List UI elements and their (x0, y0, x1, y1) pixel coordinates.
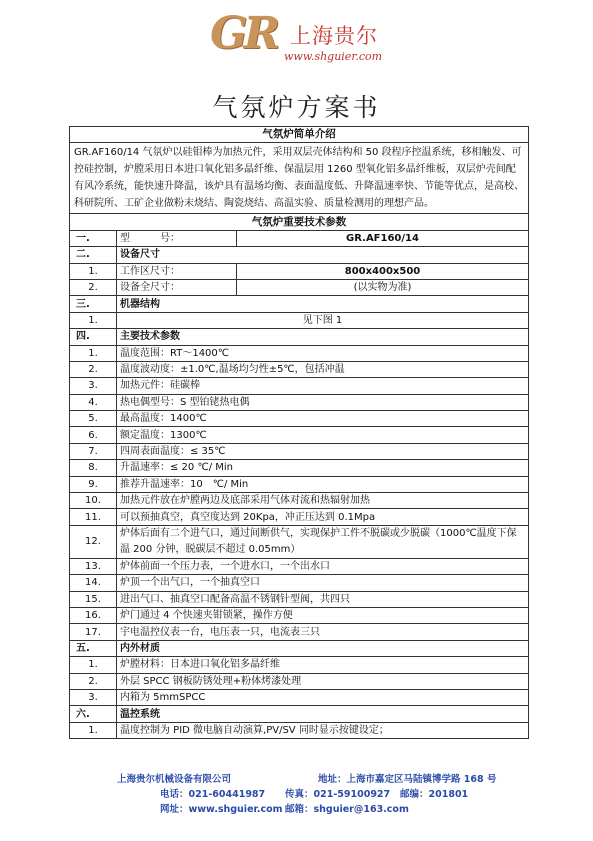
size-value: 800x400x500 (237, 263, 529, 279)
spec-row (70, 361, 529, 377)
size-row (70, 279, 529, 295)
section-number: 六. (70, 706, 117, 722)
row-number: 1. (70, 263, 117, 279)
size-label: 工作区尺寸： (117, 263, 237, 279)
spec-row (70, 673, 529, 689)
params-title: 气氛炉重要技术参数 (70, 214, 529, 230)
spec-row (70, 378, 529, 394)
logo-mark: GR (210, 8, 277, 59)
spec-row (70, 476, 529, 492)
section-number: 三. (70, 296, 117, 312)
footer-fax: 传真：021-59100927 (285, 789, 391, 800)
spec-row (70, 591, 529, 607)
spec-row (70, 411, 529, 427)
size-value: (以实物为准) (237, 279, 529, 295)
document-title: 气氛炉方案书 (212, 93, 381, 122)
model-label: 型 号： (117, 230, 237, 246)
row-number: 7. (70, 443, 117, 459)
section-name: 设备尺寸 (117, 247, 529, 263)
spec-text: 加热元件：硅碳棒 (117, 378, 529, 394)
spec-table (69, 126, 529, 739)
row-number: 2. (70, 279, 117, 295)
row-number: 4. (70, 394, 117, 410)
spec-row (70, 345, 529, 361)
footer-email: 邮箱：shguier@163.com (285, 804, 409, 815)
spec-text: 四周表面温度：≤ 35℃ (117, 443, 529, 459)
section-number: 二. (70, 247, 117, 263)
row-number: 1. (70, 345, 117, 361)
spec-text: 升温速率：≤ 20 ℃/ Min (117, 460, 529, 476)
structure-value: 见下图 1 (117, 312, 529, 328)
spec-row (70, 624, 529, 640)
spec-text: 温度控制为 PID 微电脑自动演算,PV/SV 同时显示按键设定； (117, 722, 529, 738)
spec-row (70, 558, 529, 574)
section-name: 温控系统 (117, 706, 529, 722)
section-number: 四. (70, 329, 117, 345)
row-number: 9. (70, 476, 117, 492)
section-number: 五. (70, 640, 117, 656)
row-number: 10. (70, 493, 117, 509)
spec-text: 宇电温控仪表一台，电压表一只，电流表三只 (117, 624, 529, 640)
company-logo (210, 8, 400, 64)
model-value: GR.AF160/14 (237, 230, 529, 246)
section-row-equip-size (70, 247, 529, 263)
params-title-row (70, 214, 529, 230)
spec-text: 内箱为 5mmSPCC (117, 689, 529, 705)
row-number: 17. (70, 624, 117, 640)
intro-title: 气氛炉简单介绍 (70, 127, 529, 143)
spec-row (70, 657, 529, 673)
row-number: 8. (70, 460, 117, 476)
footer-postcode: 邮编：201801 (400, 789, 469, 800)
section-name: 主要技术参数 (117, 329, 529, 345)
spec-text: 进出气口、抽真空口配备高温不锈钢针型阀，共四只 (117, 591, 529, 607)
spec-row (70, 575, 529, 591)
row-number: 2. (70, 673, 117, 689)
section-row-structure (70, 296, 529, 312)
spec-row (70, 722, 529, 738)
spec-row (70, 607, 529, 623)
spec-row (70, 427, 529, 443)
spec-text: 炉体后面有二个进气口，通过间断供气，实现保护工件不脱碳或少脱碳（1000℃温度下保温 200 分钟，脱碳层不超过 0.05mm） (117, 525, 529, 558)
footer-phone: 电话：021-60441987 (160, 789, 266, 800)
row-number: 14. (70, 575, 117, 591)
footer-company: 上海贵尔机械设备有限公司 (117, 774, 232, 785)
row-number: 6. (70, 427, 117, 443)
spec-row (70, 689, 529, 705)
row-number: 13. (70, 558, 117, 574)
spec-text: 炉门通过 4 个快速夹钳锁紧，操作方便 (117, 607, 529, 623)
spec-text: 温度波动度：±1.0℃,温场均匀性±5℃，包括冲温 (117, 361, 529, 377)
row-number: 1. (70, 312, 117, 328)
spec-row (70, 460, 529, 476)
spec-text: 最高温度：1400℃ (117, 411, 529, 427)
structure-row (70, 312, 529, 328)
row-number: 1. (70, 722, 117, 738)
row-number: 15. (70, 591, 117, 607)
section-row (70, 706, 529, 722)
section-name: 机器结构 (117, 296, 529, 312)
section-name: 内外材质 (117, 640, 529, 656)
footer-website: 网址：www.shguier.com (160, 804, 283, 815)
footer-address: 地址：上海市嘉定区马陆镇博学路 168 号 (318, 774, 497, 785)
intro-text-row (70, 143, 529, 214)
spec-text: 热电偶型号：S 型铂铑热电偶 (117, 394, 529, 410)
row-number: 11. (70, 509, 117, 525)
spec-text: 可以预抽真空，真空度达到 20Kpa，冲正压达到 0.1Mpa (117, 509, 529, 525)
model-row (70, 230, 529, 246)
spec-text: 加热元件放在炉膛两边及底部采用气体对流和热辐射加热 (117, 493, 529, 509)
section-row (70, 640, 529, 656)
intro-title-row (70, 127, 529, 143)
spec-row (70, 509, 529, 525)
row-number: 16. (70, 607, 117, 623)
size-label: 设备全尺寸： (117, 279, 237, 295)
intro-text: GR.AF160/14 气氛炉以硅钼棒为加热元件，采用双层壳体结构和 50 段程序控温系统，移相触发、可控硅控制，炉膛采用日本进口氧化铝多晶纤维、保温层用 1260 型氧化铝多晶纤维板，双层炉壳间配有风冷系统，能快速升降温，该炉具有温场均衡、表面温度低、升降温速率快、节能等优点，是高校、科研院所、工矿企业做粉末烧结、陶瓷烧结、高温实验、质量检测用的理想产品。 (70, 143, 529, 214)
row-number: 1. (70, 657, 117, 673)
row-number: 12. (70, 525, 117, 558)
spec-text: 外层 SPCC 钢板防锈处理+粉体烤漆处理 (117, 673, 529, 689)
section-row-tech (70, 329, 529, 345)
spec-text: 推荐升温速率：10 ℃/ Min (117, 476, 529, 492)
spec-text: 炉顶一个出气口，一个抽真空口 (117, 575, 529, 591)
section-number: 一. (70, 230, 117, 246)
row-number: 3. (70, 689, 117, 705)
spec-text: 炉膛材料：日本进口氧化铝多晶纤维 (117, 657, 529, 673)
logo-company-name: 上海贵尔 (290, 24, 378, 48)
row-number: 2. (70, 361, 117, 377)
spec-text: 炉体前面一个压力表，一个进水口，一个出水口 (117, 558, 529, 574)
spec-text: 额定温度：1300℃ (117, 427, 529, 443)
spec-row (70, 443, 529, 459)
spec-row (70, 493, 529, 509)
row-number: 5. (70, 411, 117, 427)
size-row (70, 263, 529, 279)
logo-url: www.shguier.com (284, 50, 383, 63)
spec-text: 温度范围：RT～1400℃ (117, 345, 529, 361)
spec-row (70, 525, 529, 558)
spec-row (70, 394, 529, 410)
row-number: 3. (70, 378, 117, 394)
